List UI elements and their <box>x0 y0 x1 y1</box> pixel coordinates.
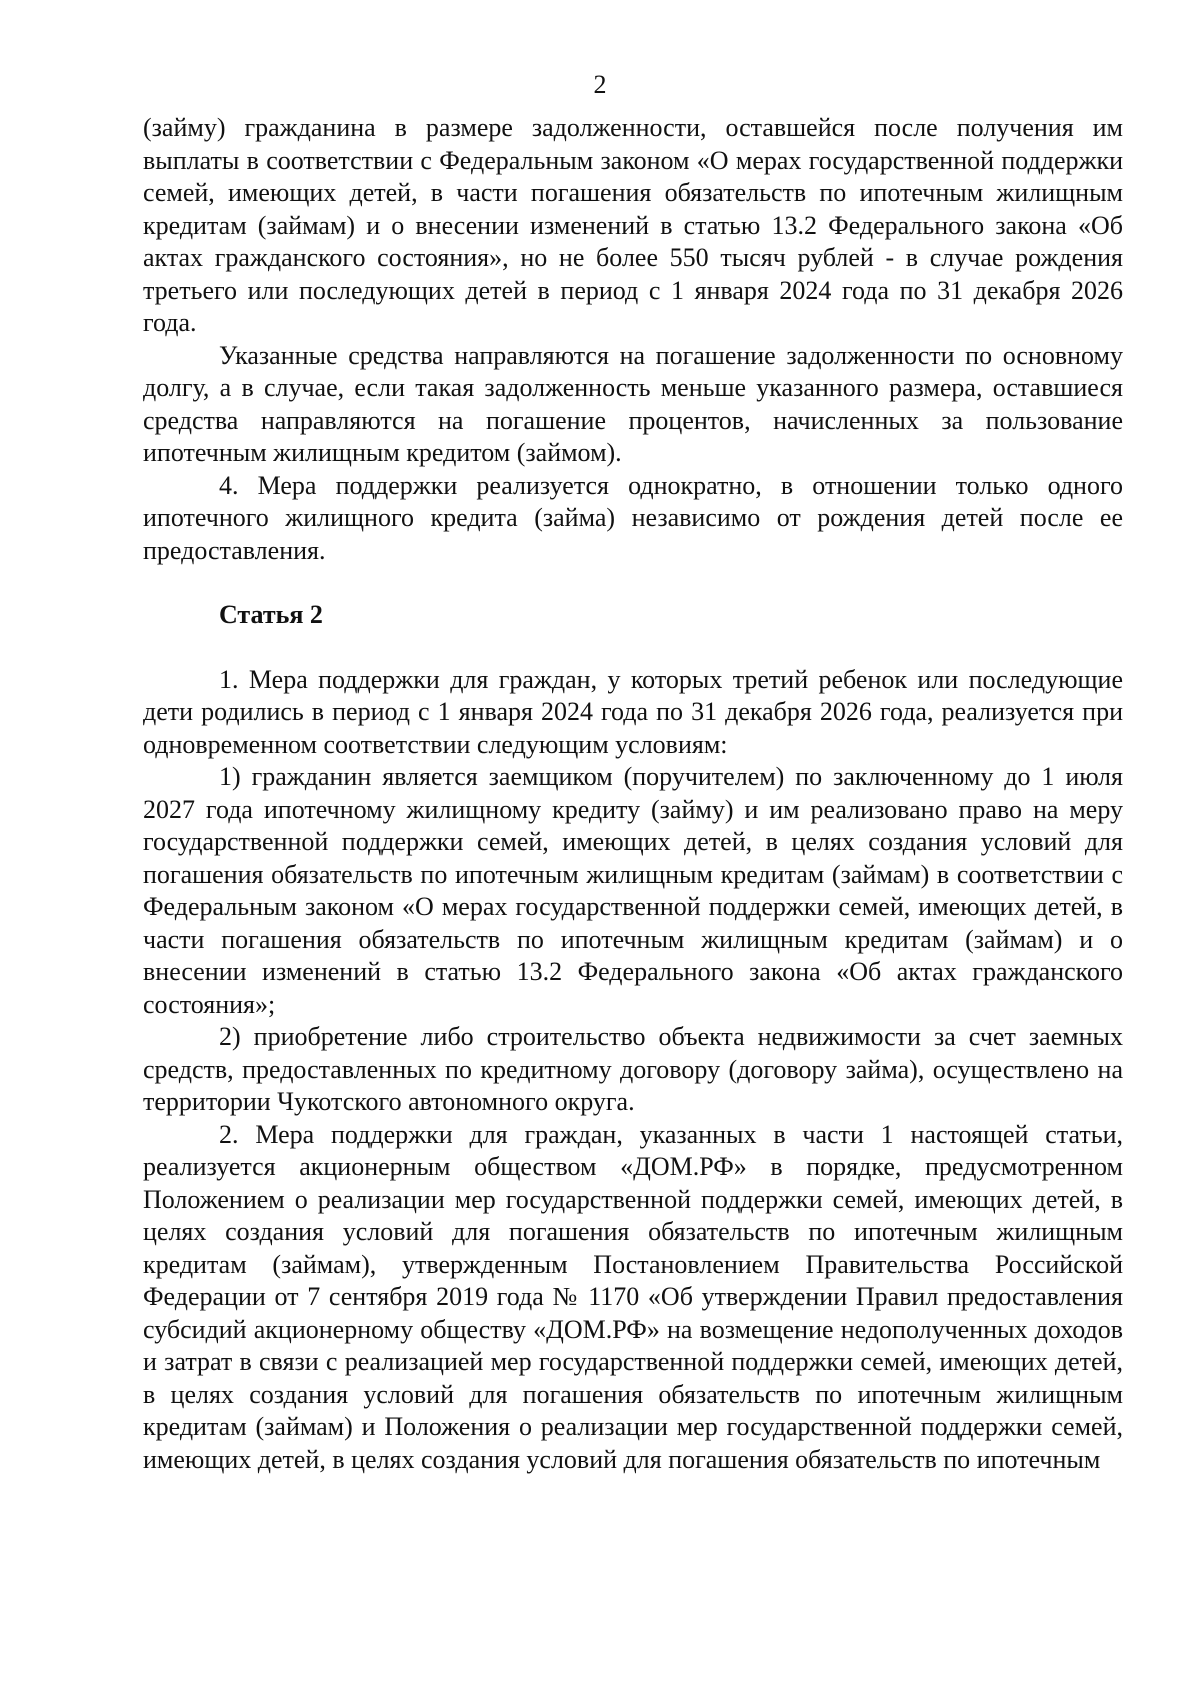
document-body <box>143 112 1123 1476</box>
article-paragraph-condition-2: 2) приобретение либо строительство объекта недвижимости за счет заемных средств, предоставленных по кредитному договору (договору займа), осуществлено на территории Чукотского автономного округа. <box>143 1022 1123 1116</box>
article-heading: Статья 2 <box>219 600 323 629</box>
article-paragraph-item-1: 1. Мера поддержки для граждан, у которых третий ребенок или последующие дети родились в период с 1 января 2024 года по 31 декабря 2026 года, реализуется при одновременном соответствии следующим условиям: <box>143 664 1123 759</box>
intro-paragraph-funds-direction: Указанные средства направляются на погашение задолженности по основному долгу, а в случае, если такая задолженность меньше указанного размера, оставшиеся средства направляются на погашение процентов, начисленных за пользование ипотечным жилищным кредитом (займом). <box>143 340 1123 467</box>
article-paragraph-condition-1: 1) гражданин является заемщиком (поручителем) по заключенному до 1 июля 2027 года ипотечному жилищному кредиту (займу) и им реализовано право на меру государственной поддержки семей, имеющих детей, в целях создания условий для погашения обязательств по ипотечным жилищным кредитам (займам) в соответствии с Федеральным законом «О мерах государственной поддержки семей, имеющих детей, в части погашения обязательств по ипотечным жилищным кредитам (займам) и о внесении изменений в статью 13.2 Федерального закона «Об актах гражданского состояния»; <box>143 762 1123 1019</box>
page-number: 2 <box>593 70 607 99</box>
intro-paragraph-item-4: 4. Мера поддержки реализуется однократно, в отношении только одного ипотечного жилищного кредита (займа) независимо от рождения детей после ее предоставления. <box>143 470 1123 565</box>
intro-paragraph-continuation: (займу) гражданина в размере задолженности, оставшейся после получения им выплаты в соответствии с Федеральным законом «О мерах государственной поддержки семей, имеющих детей, в части погашения обязательств по ипотечным жилищным кредитам (займам) и о внесении изменений в статью 13.2 Федерального закона «Об актах гражданского состояния», но не более 550 тысяч рублей - в случае рождения третьего или последующих детей в период с 1 января 2024 года по 31 декабря 2026 года. <box>143 113 1123 337</box>
article-paragraph-item-2: 2. Мера поддержки для граждан, указанных в части 1 настоящей статьи, реализуется акционерным обществом «ДОМ.РФ» в порядке, предусмотренном Положением о реализации мер государственной поддержки семей, имеющих детей, в целях создания условий для погашения обязательств по ипотечным жилищным кредитам (займам), утвержденным Постановлением Правительства Российской Федерации от 7 сентября 2019 года № 1170 «Об утверждении Правил предоставления субсидий акционерному обществу «ДОМ.РФ» на возмещение недополученных доходов и затрат в связи с реализацией мер государственной поддержки семей, имеющих детей, в целях создания условий для погашения обязательств по ипотечным жилищным кредитам (займам) и Положения о реализации мер государственной поддержки семей, имеющих детей, в целях создания условий для погашения обязательств по ипотечным <box>143 1119 1123 1474</box>
